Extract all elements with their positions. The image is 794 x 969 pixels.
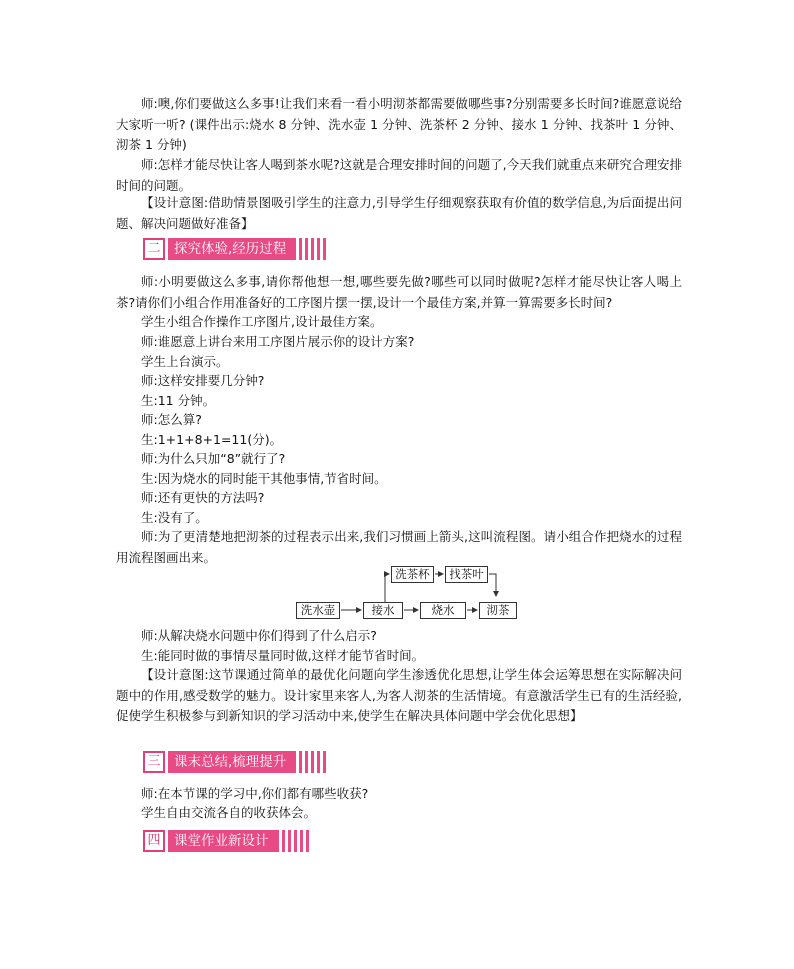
flow-step-wash-kettle: 洗水壶 [296,602,340,619]
section-title: 探究体验,经历过程 [168,238,296,260]
section-number: 二 [143,238,165,260]
text-line: 师:谁愿意上讲台来用工序图片展示你的设计方案? [141,334,415,349]
text-line: 生:因为烧水的同时能干其他事情,节省时间。 [141,471,387,486]
paragraph-explore-task: 师:小明要做这么多事,请你帮他想一想,哪些要先做?哪些可以同时做呢?怎样才能尽快让客人喝上茶?请你们小组合作用准备好的工序图片摆一摆,设计一个最佳方案,并算一算需要多长时间? [116,274,682,310]
section-header-homework [143,830,312,852]
paragraph-intro-topic: 师:怎样才能尽快让客人喝到茶水呢?这就是合理安排时间的问题了,今天我们就重点来研究合理安排时间的问题。 [116,157,682,193]
text-line: 师:在本节课的学习中,你们都有哪些收获? [141,786,369,801]
section-number: 三 [143,751,165,773]
paragraph-flowchart-intro: 师:为了更清楚地把沏茶的过程表示出来,我们习惯画上箭头,这叫流程图。请小组合作把烧水的过程用流程图画出来。 [116,529,682,565]
flow-step-find-tea: 找茶叶 [445,566,488,583]
text-line: 师:怎么算? [141,412,202,427]
section-title: 课堂作业新设计 [168,830,279,852]
text-line: 学生上台演示。 [141,354,229,369]
flow-step-boil-water: 烧水 [420,602,466,619]
text-line: 学生小组合作操作工序图片,设计最佳方案。 [141,314,383,329]
section-header-summary [143,751,329,773]
paragraph-intro-question: 师:噢,你们要做这么多事!让我们来看一看小明沏茶都需要做哪些事?分别需要多长时间?谁愿意说给大家听一听? (课件出示:烧水 8 分钟、洗水壶 1 分钟、洗茶杯 2 分钟、接水 1 分钟、找茶叶 1 分钟、沏茶 1 分钟) [116,96,682,152]
paragraph-design-intent-2: 【设计意图:这节课通过简单的最优化问题向学生渗透优化思想,让学生体会运筹思想在实际解决问题中的作用,感受数学的魅力。设计家里来客人,为客人沏茶的生活情境。有意激活学生已有的生活经验,促使学生积极参与到新知识的学习活动中来,使学生在解决具体问题中学会优化思想】 [116,667,682,723]
flow-step-make-tea: 沏茶 [479,602,517,619]
text-line: 师:这样安排要几分钟? [141,373,265,388]
text-line: 师:还有更快的方法吗? [141,490,265,505]
decorative-bars [299,751,329,773]
flow-step-wash-cups: 洗茶杯 [391,566,434,583]
text-line: 师:为什么只加“8”就行了? [141,451,286,466]
text-line: 生:1+1+8+1=11(分)。 [141,432,283,447]
paragraph-design-intent-1: 【设计意图:借助情景图吸引学生的注意力,引导学生仔细观察获取有价值的数学信息,为后面提出问题、解决问题做好准备】 [116,195,682,231]
text-line: 学生自由交流各自的收获体会。 [141,805,317,820]
section-title: 课末总结,梳理提升 [168,751,296,773]
flow-step-fill-water: 接水 [363,602,403,619]
text-line: 师:从解决烧水问题中你们得到了什么启示? [141,628,377,643]
decorative-bars [282,830,312,852]
section-number: 四 [143,830,165,852]
text-line: 生:没有了。 [141,510,208,525]
text-line: 生:能同时做的事情尽量同时做,这样才能节省时间。 [141,648,425,663]
text-line: 生:11 分钟。 [141,393,216,408]
